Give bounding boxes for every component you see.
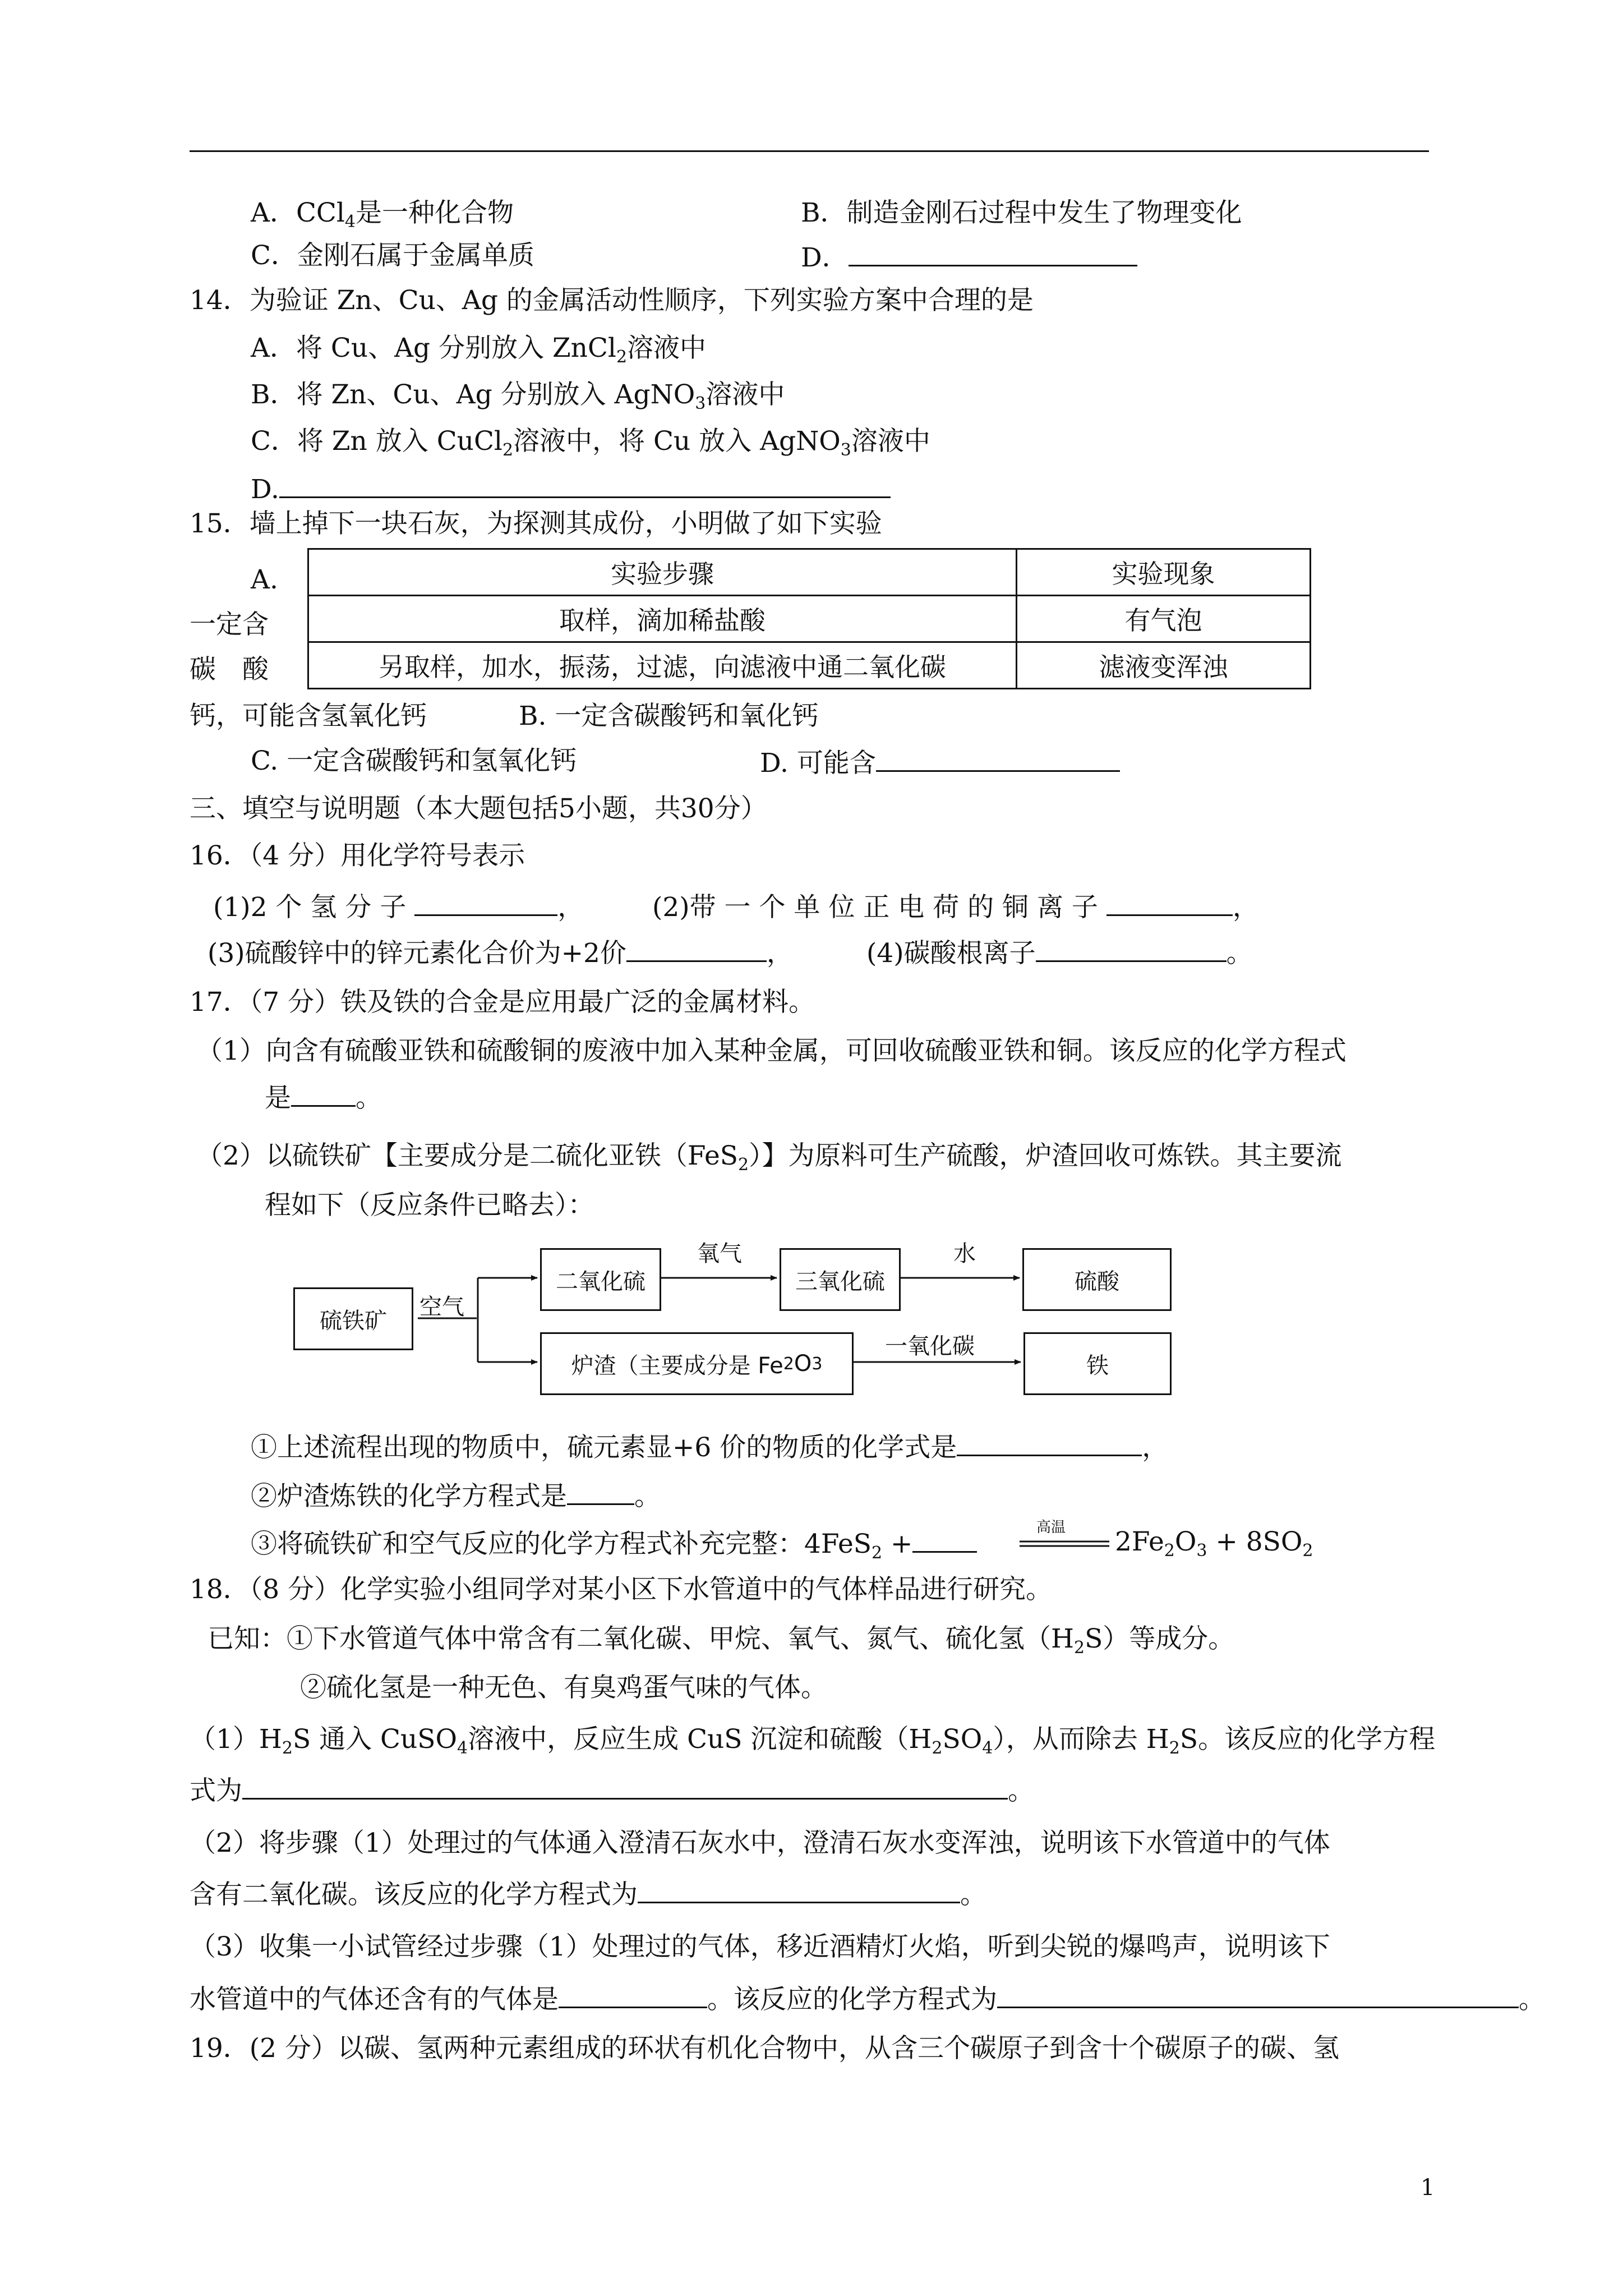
- answer-blank: [912, 1529, 977, 1553]
- q14-option-b: B．将 Zn、Cu、Ag 分别放入 AgNO$_3$溶液中: [251, 379, 785, 413]
- q13-option-b: B．制造金刚石过程中发生了物理变化: [801, 197, 1242, 228]
- q16-part3: (3)硫酸锌中的锌元素化合价为+2价 ，: [208, 938, 793, 969]
- q14-stem: 14．为验证 Zn、Cu、Ag 的金属活动性顺序，下列实验方案中合理的是: [190, 285, 1034, 316]
- q13-option-a: A．CCl$_4$是一种化合物: [251, 197, 514, 232]
- q18-part1: $(1)H_2S$ 通入 CuSO$_4$溶液中，反应生成 CuS 沉淀和硫酸$(H_2SO_4)$，从而除去 $H_2S$。该反应的化学方程: [190, 1724, 1436, 1758]
- flow-label-water: 水: [953, 1241, 976, 1267]
- section-heading: 三、填空与说明题（本大题包括5小题，共30分）: [190, 793, 767, 824]
- q15-left-a: A.: [251, 564, 278, 595]
- q18-part3: （3）收集一小试管经过步骤（1）处理过的气体，移近酒精灯火焰，听到尖锐的爆鸣声，说明该下: [190, 1931, 1330, 1962]
- q18-known2: ②硫化氢是一种无色、有臭鸡蛋气味的气体。: [300, 1672, 827, 1703]
- flow-box-acid: 硫酸: [1022, 1248, 1172, 1311]
- q17-part1: （1）向含有硫酸亚铁和硫酸铜的废液中加入某种金属，可回收硫酸亚铁和铜。该反应的化学方程式: [196, 1036, 1347, 1066]
- q18-part2: （2）将步骤（1）处理过的气体通入澄清石灰水中，澄清石灰水变浑浊，说明该下水管道中的气体: [190, 1828, 1330, 1858]
- q18-part2-cont: 含有二氧化碳。该反应的化学方程式为 。: [190, 1879, 986, 1910]
- flow-label-oxygen: 氧气: [697, 1241, 742, 1267]
- q18-known1: 已知：①下水管道气体中常含有二氧化碳、甲烷、氧气、氮气、硫化氢$(H_2S)$等成分。: [208, 1623, 1235, 1658]
- answer-blank: [957, 1432, 1142, 1456]
- flow-box-slag: 炉渣（主要成分是 Fe 2 O 3: [540, 1332, 854, 1395]
- flow-box-iron: 铁: [1023, 1332, 1172, 1395]
- page-number: 1: [1421, 2175, 1435, 2201]
- q15-option-a-cont: 钙，可能含氢氧化钙: [190, 701, 427, 731]
- q18-stem: 18．（8 分）化学实验小组同学对某小区下水管道中的气体样品进行研究。: [190, 1574, 1053, 1605]
- equation-condition: 高温: [1036, 1519, 1066, 1536]
- table-cell: 有气泡: [1017, 596, 1311, 642]
- q19-stem: 19．(2 分）以碳、氢两种元素组成的环状有机化合物中，从含三个碳原子到含十个碳原子的碳、氢: [190, 2033, 1339, 2064]
- flow-label-co: 一氧化碳: [885, 1333, 975, 1359]
- q14-option-a: A．将 Cu、Ag 分别放入 ZnCl$_2$溶液中: [251, 333, 707, 367]
- table-cell: 滤液变浑浊: [1017, 642, 1311, 689]
- flow-box-ore: 硫铁矿: [293, 1287, 413, 1350]
- q17-item1: ①上述流程出现的物质中，硫元素显+6 价的物质的化学式是 ，: [251, 1432, 1169, 1463]
- flow-label-air: 空气: [419, 1294, 464, 1320]
- q15-option-c: C. 一定含碳酸钙和氢氧化钙: [251, 746, 577, 776]
- table-header-cell: 实验现象: [1017, 549, 1311, 596]
- answer-blank: [638, 1879, 960, 1903]
- q15-left-text2: 碳 酸: [190, 654, 269, 685]
- q16-part2: (2)带 一 个 单 位 正 电 荷 的 铜 离 子 ，: [652, 892, 1259, 923]
- q13-option-d: D．: [801, 242, 1137, 271]
- table-cell: 另取样，加水，振荡，过滤，向滤液中通二氧化碳: [308, 642, 1017, 689]
- flow-box-so3: 三氧化硫: [780, 1248, 901, 1311]
- q16-part4: (4)碳酸根离子 。: [866, 938, 1253, 969]
- q17-item2: ②炉渣炼铁的化学方程式是 。: [251, 1481, 661, 1512]
- answer-blank: [559, 1984, 707, 2008]
- q15-option-d: D. 可能含: [760, 748, 1120, 776]
- q17-item3: ③将硫铁矿和空气反应的化学方程式补充完整：4FeS$_2$ +: [251, 1529, 977, 1562]
- q13-option-c: C．金刚石属于金属单质: [251, 240, 534, 271]
- table-header-cell: 实验步骤: [308, 549, 1017, 596]
- answer-blank: [567, 1481, 634, 1505]
- q14-option-c: C．将 Zn 放入 CuCl$_2$溶液中，将 Cu 放入 AgNO$_3$溶液中: [251, 426, 930, 460]
- flow-box-so2: 二氧化硫: [540, 1248, 661, 1311]
- q17-part2-cont: 程如下（反应条件已略去）：: [265, 1190, 594, 1221]
- answer-blank: [242, 1775, 1008, 1800]
- q17-part2: （2）以硫铁矿【主要成分是二硫化亚铁（FeS$_2$）】为原料可生产硫酸，炉渣回收可炼铁。其主要流: [196, 1140, 1342, 1175]
- q18-part3-cont: 水管道中的气体还含有的气体是 。该反应的化学方程式为 。: [190, 1984, 1545, 2015]
- q16-part1: (1)2 个 氢 分 子 ，: [213, 892, 584, 923]
- q15-stem: 15．墙上掉下一块石灰，为探测其成份，小明做了如下实验: [190, 508, 882, 539]
- equation-products: $2Fe_2O_3 + 8SO_2$: [1115, 1526, 1313, 1561]
- q18-part1-cont: 式为 。: [190, 1775, 1034, 1806]
- q15-option-b: B. 一定含碳酸钙和氧化钙: [519, 701, 819, 731]
- q17-stem: 17．（7 分）铁及铁的合金是应用最广泛的金属材料。: [190, 987, 815, 1018]
- q17-part1-cont: 是 。: [265, 1083, 382, 1114]
- q16-stem: 16．（4 分）用化学符号表示: [190, 840, 525, 871]
- q15-left-text1: 一定含: [190, 609, 269, 640]
- answer-blank: [997, 1984, 1519, 2008]
- table-cell: 取样，滴加稀盐酸: [308, 596, 1017, 642]
- q14-option-d: D.: [251, 474, 891, 503]
